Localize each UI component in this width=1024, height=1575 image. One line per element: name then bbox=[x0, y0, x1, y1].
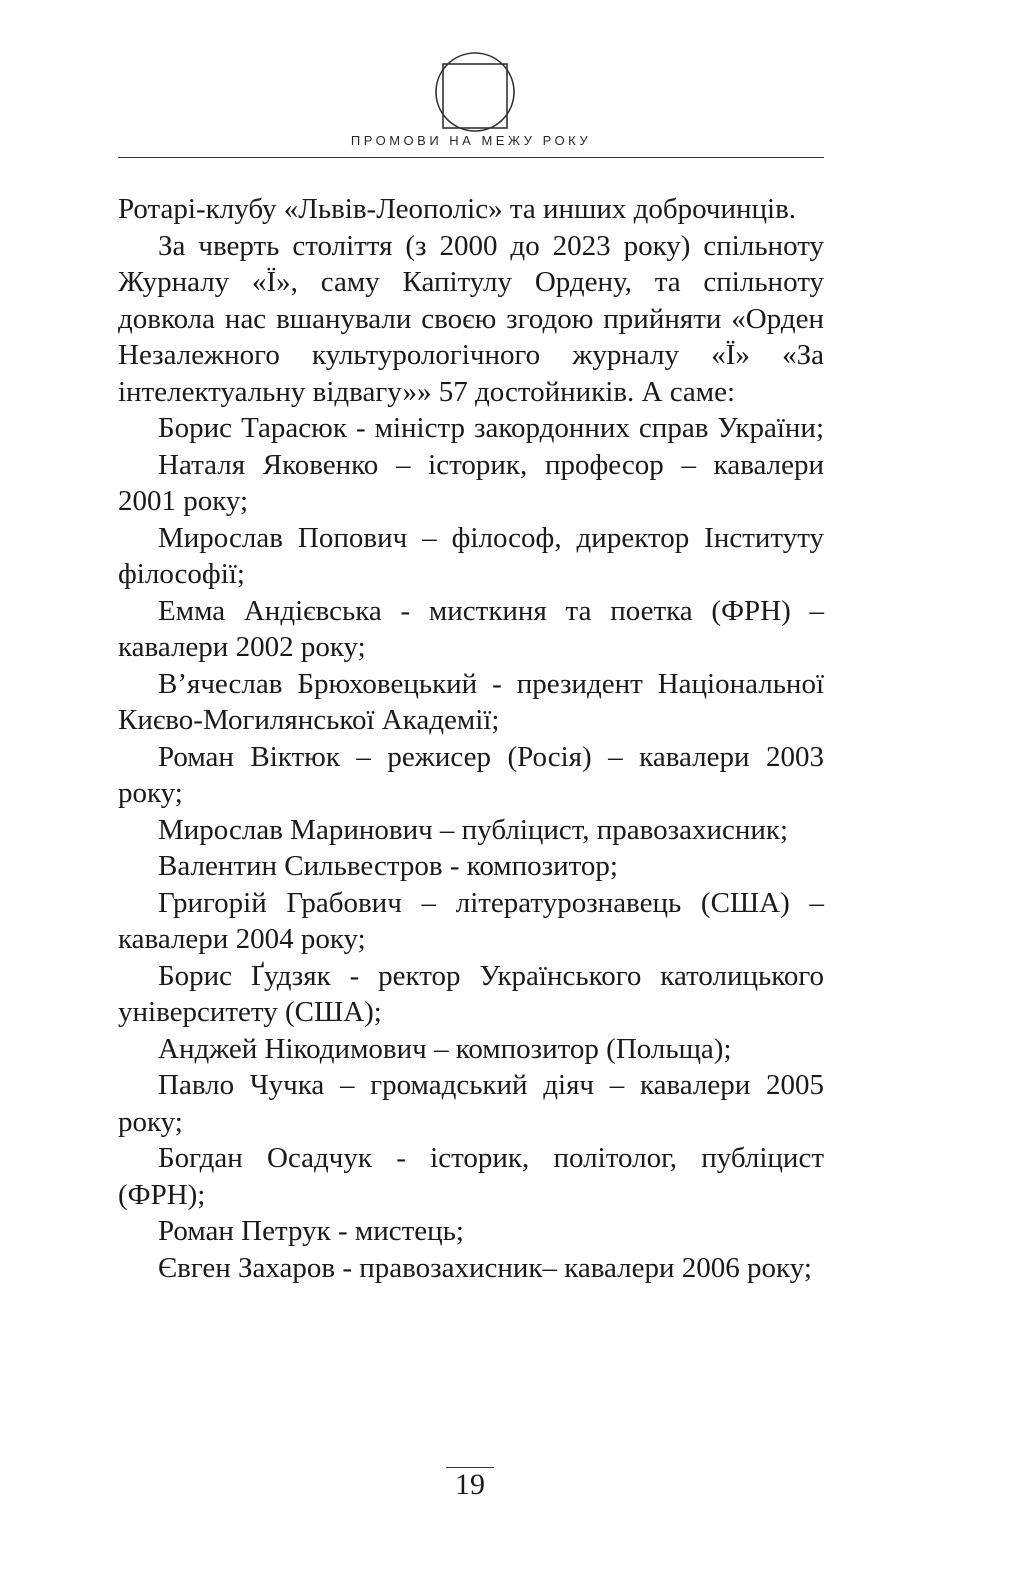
list-item: Борис Тарасюк - міністр закордонних справ України; bbox=[158, 412, 824, 444]
paragraph: Ротарі-клубу «Львів-Леополіс» та инших доброчинців. bbox=[118, 193, 797, 225]
list-item: Анджей Нікодимович – композитор (Польща); bbox=[158, 1032, 732, 1065]
header-divider bbox=[118, 157, 824, 158]
list-item: Мирослав Маринович – публіцист, правозахисник; bbox=[158, 813, 789, 846]
list-item: Богдан Осадчук - історик, політолог, публіцист (ФРН); bbox=[118, 1142, 824, 1211]
list-item: Роман Петрук - мистець; bbox=[158, 1215, 464, 1247]
list-item: Григорій Грабович – літературознавець (США) – кавалери 2004 року; bbox=[118, 886, 824, 955]
paragraph: За чверть століття (з 2000 до 2023 року) спільноту Журналу «Ї», саму Капітулу Ордену, та спільноту довкола нас вшанували своєю згодою прийняти «Орден Незалежного культурологічного журналу «Ї» «За інтелектуальну відвагу»» 57 достойників. А саме: bbox=[118, 229, 824, 408]
journal-logo bbox=[433, 50, 517, 134]
list-item: Емма Андієвська - мисткиня та поетка (ФРН) – кавалери 2002 року; bbox=[118, 594, 824, 663]
running-header: ПРОМОВИ НА МЕЖУ РОКУ bbox=[350, 133, 592, 148]
list-item: Борис Ґудзяк - ректор Українського католицького університету (США); bbox=[118, 959, 824, 1028]
list-item: Павло Чучка – громадський діяч – кавалери 2005 року; bbox=[118, 1069, 824, 1138]
page-body bbox=[118, 191, 824, 1286]
list-item: Роман Віктюк – режисер (Росія) – кавалери 2003 року; bbox=[118, 740, 824, 809]
list-item: Євген Захаров - правозахисник– кавалери 2006 року; bbox=[158, 1251, 812, 1284]
list-item: В’ячеслав Брюховецький - президент Національної Києво-Могилянської Академії; bbox=[118, 667, 824, 736]
list-item: Мирослав Попович – філософ, директор Інституту філософії; bbox=[118, 521, 824, 590]
list-item: Наталя Яковенко – історик, професор – кавалери 2001 року; bbox=[118, 448, 824, 517]
list-item: Валентин Сильвестров - композитор; bbox=[158, 850, 618, 882]
logo-square bbox=[443, 64, 507, 128]
page-number: 19 bbox=[446, 1467, 494, 1502]
